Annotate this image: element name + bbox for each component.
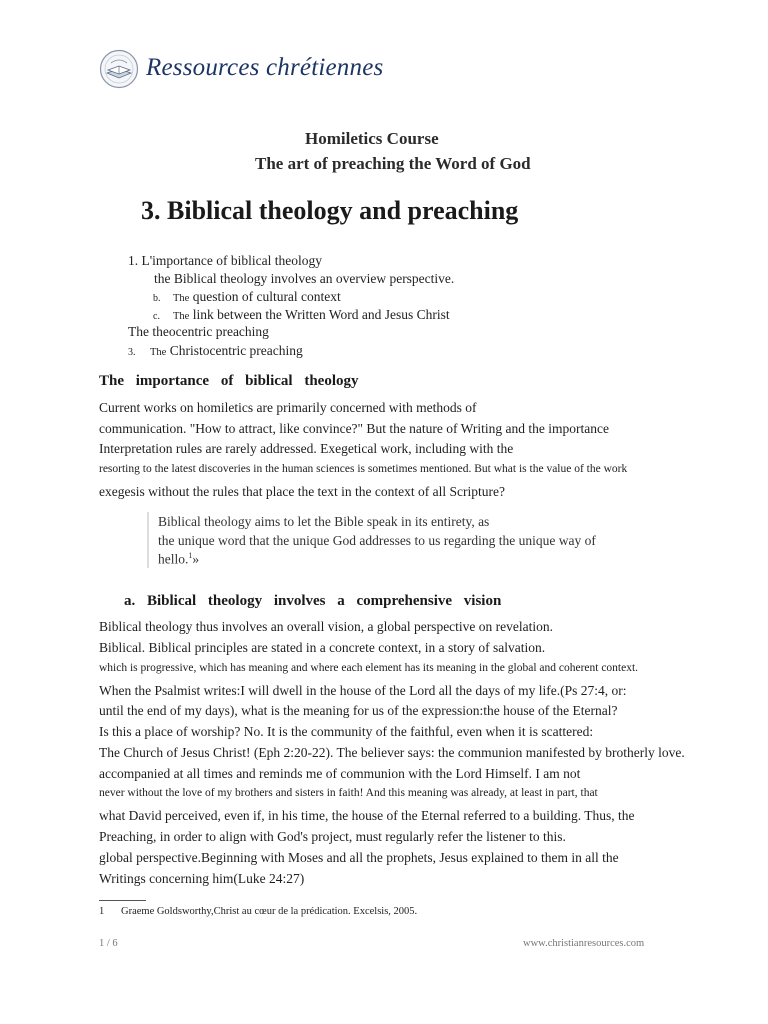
toc-item: The theocentric preaching: [128, 324, 269, 339]
paragraph-line: resorting to the latest discoveries in the human sciences is sometimes mentioned. But what is the value of the work: [99, 463, 628, 475]
quote-close: »: [192, 551, 200, 567]
paragraph-line: exegesis without the rules that place the text in the context of all Scripture?: [99, 484, 505, 499]
section-heading: [124, 593, 501, 610]
toc-item-text: Christocentric preaching: [166, 343, 303, 358]
paragraph-line: Preaching, in order to align with God's project, must regularly refer the listener to this.: [99, 829, 566, 844]
paragraph-line: which is progressive, which has meaning and where each element has its meaning in the global and coherent context.: [99, 662, 639, 674]
paragraph-line: The Church of Jesus Christ! (Eph 2:20-22). The believer says: the communion manifested by brotherly love.: [99, 745, 685, 760]
paragraph-line: Biblical. Biblical principles are stated in a concrete context, in a story of salvation.: [99, 640, 546, 655]
paragraph-line: communication. "How to attract, like convince?" But the nature of Writing and the importance: [99, 421, 609, 436]
course-subtitle: The art of preaching the Word of God: [255, 154, 531, 173]
paragraph-line: Interpretation rules are rarely addressed. Exegetical work, including with the: [99, 441, 514, 456]
paragraph-line: never without the love of my brothers and sisters in faith! And this meaning was already, at least in part, that: [99, 787, 598, 799]
paragraph-line: until the end of my days), what is the meaning for us of the expression:the house of the Eternal?: [99, 703, 618, 718]
paragraph-line: Writings concerning him(Luke 24:27): [99, 871, 305, 886]
blockquote-line: the unique word that the unique God addresses to us regarding the unique way of: [158, 533, 596, 548]
section-heading-text: The importance of biblical theology: [99, 373, 359, 389]
paragraph-line: accompanied at all times and reminds me of communion with the Lord Himself. I am not: [99, 766, 581, 781]
toc-item: the Biblical theology involves an overview perspective.: [154, 271, 455, 286]
blockquote-bar: [147, 512, 149, 568]
page-title: 3. Biblical theology and preaching: [141, 196, 519, 225]
toc-item: [128, 343, 303, 359]
paragraph-line: When the Psalmist writes:I will dwell in the house of the Lord all the days of my life.(Ps 27:4, or:: [99, 683, 627, 698]
paragraph-line: Current works on homiletics are primarily concerned with methods of: [99, 400, 477, 415]
toc-item: 1. L'importance of biblical theology: [128, 253, 323, 268]
footnote-text: Graeme Goldsworthy,Christ au cœur de la prédication. Excelsis, 2005.: [121, 906, 418, 917]
paragraph-line: Biblical theology thus involves an overall vision, a global perspective on revelation.: [99, 619, 554, 634]
toc-item-text: question of cultural context: [189, 289, 341, 304]
course-title: Homiletics Course: [305, 129, 439, 148]
paragraph-line: Is this a place of worship? No. It is the community of the faithful, even when it is scattered:: [99, 724, 594, 739]
section-heading: [99, 373, 359, 390]
toc-item: [153, 289, 341, 305]
footnote-divider: [99, 900, 146, 901]
toc-item-prefix: The: [173, 311, 190, 322]
footnote-number: 1: [99, 906, 105, 917]
toc-item: [153, 307, 450, 323]
blockquote-line: Biblical theology aims to let the Bible speak in its entirety, as: [158, 514, 490, 529]
page-number: 1 / 6: [99, 938, 118, 949]
toc-item-prefix: The: [173, 293, 190, 304]
book-globe-logo-icon: [99, 49, 139, 89]
blockquote-line: [158, 551, 199, 568]
paragraph-line: global perspective.Beginning with Moses and all the prophets, Jesus explained to them in all the: [99, 850, 619, 865]
toc-item-number: b.: [153, 293, 161, 304]
footer-url[interactable]: www.christianresources.com: [523, 938, 645, 949]
blockquote-text: hello.: [158, 551, 189, 567]
toc-item-number: 3.: [128, 347, 136, 358]
footnote-reference[interactable]: 1: [188, 551, 193, 560]
toc-item-number: c.: [153, 311, 160, 322]
paragraph-line: what David perceived, even if, in his time, the house of the Eternal referred to a building. Thus, the: [99, 808, 635, 823]
footnote: [99, 906, 417, 917]
toc-item-prefix: The: [150, 347, 167, 358]
section-heading-text: a. Biblical theology involves a comprehensive vision: [124, 593, 502, 609]
brand-name: Ressources chrétiennes: [146, 54, 384, 81]
toc-item-text: link between the Written Word and Jesus Christ: [189, 307, 450, 322]
